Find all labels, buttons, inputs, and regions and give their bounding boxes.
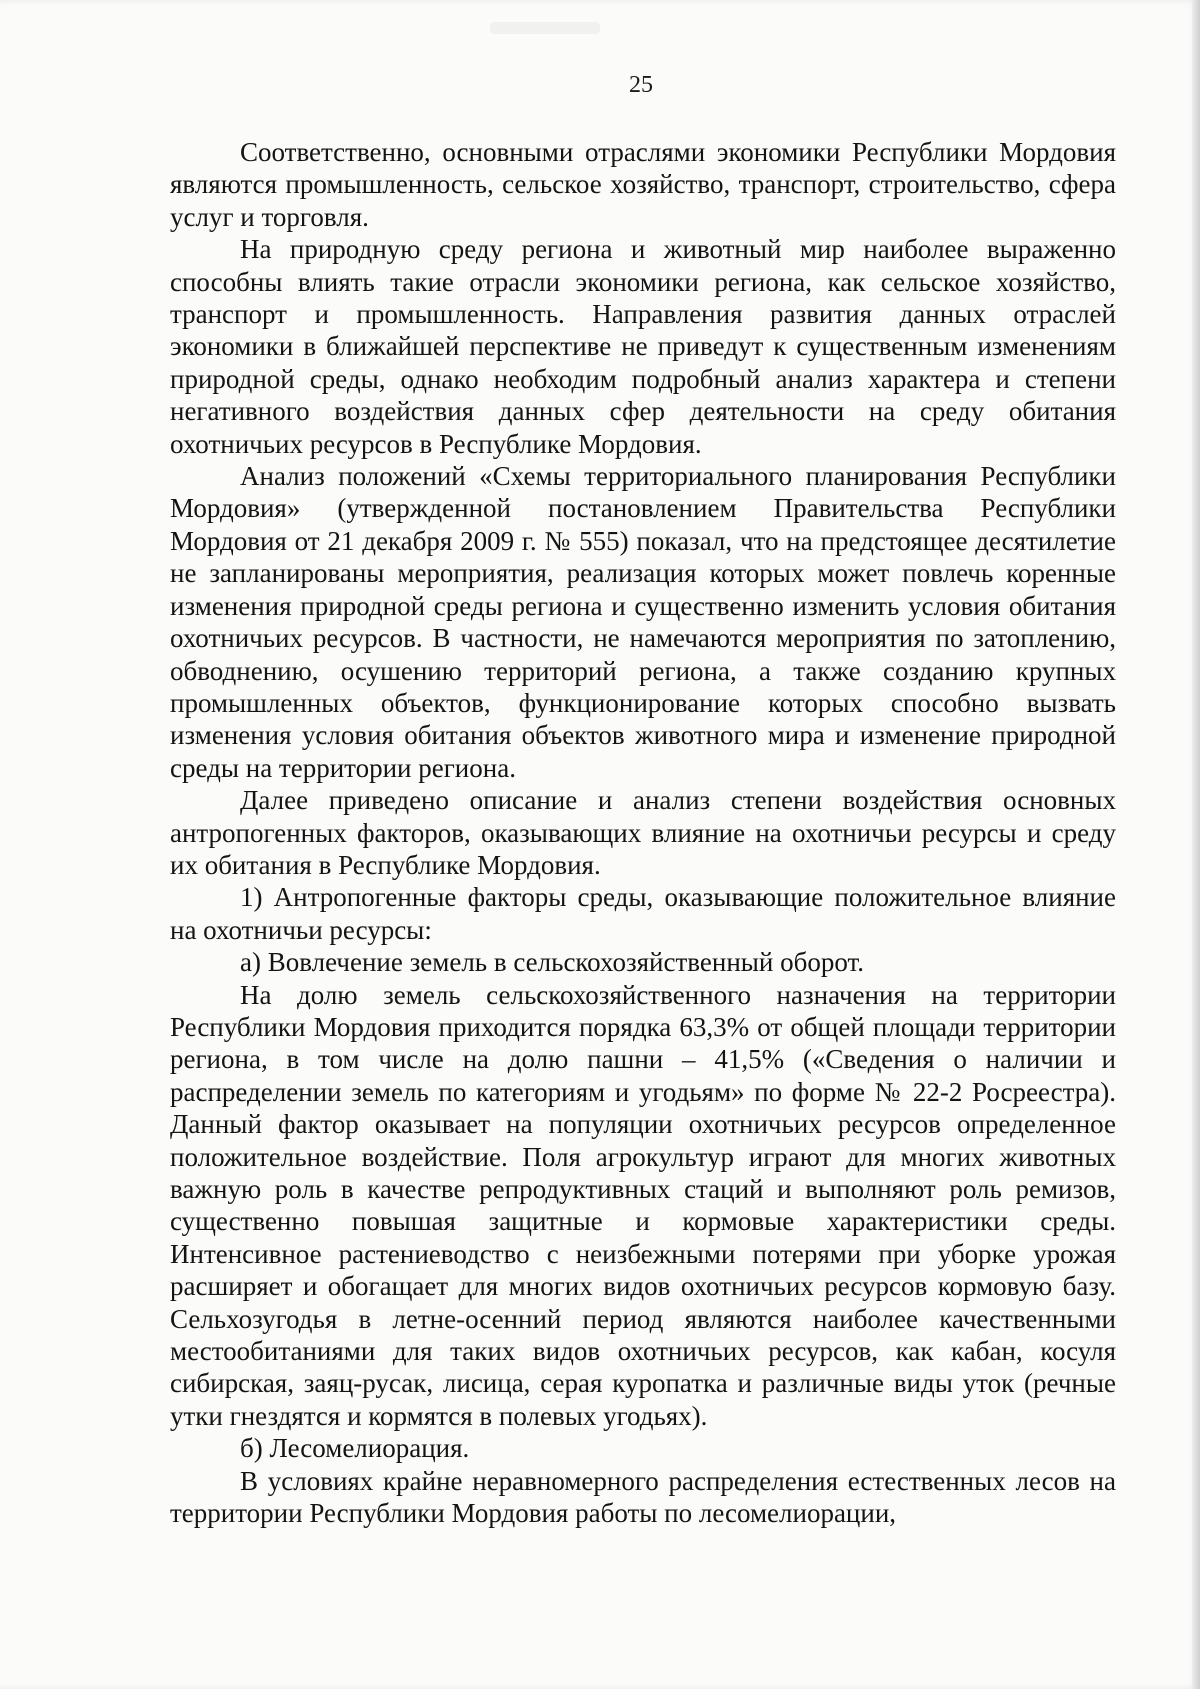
paragraph-forest-melioration: В условиях крайне неравномерного распределения естественных лесов на территории Республики Мордовия работы по лесомелиорации, bbox=[170, 1465, 1116, 1529]
paragraph-agricultural-land: На долю земель сельскохозяйственного назначения на территории Республики Мордовия приходится порядка 63,3% от общей площади территории региона, в том числе на долю пашни – 41,5% («Сведения о наличии и распределении земель по категориям и угодьям» по форме № 22-2 Росреестра). Данный фактор оказывает на популяции охотничьих ресурсов определенное положительное воздействие. Поля агрокультур играют для многих животных важную роль в качестве репродуктивных стаций и выполняют роль ремизов, существенно повышая защитные и кормовые характеристики среды. Интенсивное растениеводство с неизбежными потерями при уборке урожая расширяет и обогащает для многих видов охотничьих ресурсов кормовую базу. Сельхозугодья в летне-осенний период являются наиболее качественными местообитаниями для таких видов охотничьих ресурсов, как кабан, косуля сибирская, заяц-русак, лисица, серая куропатка и различные виды уток (речные утки гнездятся и кормятся в полевых угодьях). bbox=[170, 979, 1116, 1431]
paragraph-main-industries: Соответственно, основными отраслями экономики Республики Мордовия являются промышленность, сельское хозяйство, транспорт, строительство, сфера услуг и торговля. bbox=[170, 137, 1116, 232]
page-number: 25 bbox=[629, 72, 653, 98]
paragraph-environment-impact: На природную среду региона и животный мир наиболее выраженно способны влиять такие отрасли экономики региона, как сельское хозяйство, транспорт и промышленность. Направления развития данных отраслей экономики в ближайшей перспективе не приведут к существенным изменениям природной среды, однако необходим подробный анализ характера и степени негативного воздействия данных сфер деятельности на среду обитания охотничьих ресурсов в Республике Мордовия. bbox=[170, 234, 1116, 459]
paragraph-item-b-heading: б) Лесомелиорация. bbox=[240, 1433, 470, 1464]
paragraph-positive-factors-heading: 1) Антропогенные факторы среды, оказывающие положительное влияние на охотничьи ресурсы: bbox=[170, 882, 1116, 945]
scan-artifact bbox=[490, 22, 600, 34]
paragraph-factors-intro: Далее приведено описание и анализ степени воздействия основных антропогенных факторов, оказывающих влияние на охотничьи ресурсы и среду их обитания в Республике Мордовия. bbox=[170, 785, 1116, 880]
document-body bbox=[170, 136, 1116, 1529]
scan-edge bbox=[1192, 0, 1200, 1689]
paragraph-item-a-heading: а) Вовлечение земель в сельскохозяйственный оборот. bbox=[240, 947, 865, 978]
paragraph-territorial-planning: Анализ положений «Схемы территориального планирования Республики Мордовия» (утвержденной постановлением Правительства Республики Мордовия от 21 декабря 2009 г. № 555) показал, что на предстоящее десятилетие не запланированы мероприятия, реализация которых может повлечь коренные изменения природной среды региона и существенно изменить условия обитания охотничьих ресурсов. В частности, не намечаются мероприятия по затоплению, обводнению, осушению территорий региона, а также созданию крупных промышленных объектов, функционирование которых способно вызвать изменения условия обитания объектов животного мира и изменение природной среды на территории региона. bbox=[170, 461, 1116, 783]
